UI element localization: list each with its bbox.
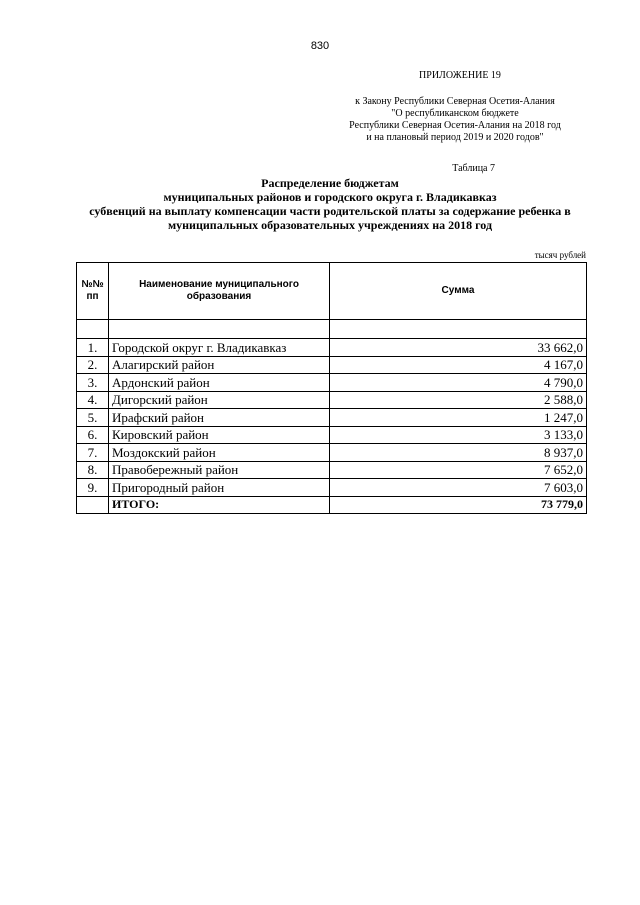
row-num: 7. — [77, 444, 109, 462]
row-name: Городской округ г. Владикавказ — [109, 339, 330, 357]
header-sum: Сумма — [330, 263, 587, 320]
document-title — [70, 176, 590, 232]
row-name: Ирафский район — [109, 409, 330, 427]
row-num: 3. — [77, 374, 109, 392]
table-row — [77, 356, 587, 374]
title-line: Распределение бюджетам — [261, 176, 399, 190]
header-num: №№ пп — [77, 263, 109, 320]
table-row — [77, 374, 587, 392]
title-line: муниципальных образовательных учреждениях на 2018 год — [167, 218, 493, 232]
row-sum: 4 167,0 — [330, 356, 587, 374]
row-sum: 2 588,0 — [330, 391, 587, 409]
spacer-cell — [330, 320, 587, 339]
total-label: ИТОГО: — [109, 496, 330, 513]
law-reference-line: к Закону Республики Северная Осетия-Алания — [355, 96, 555, 107]
title-line: муниципальных районов и городского округа г. Владикавказ — [163, 190, 497, 204]
row-num: 5. — [77, 409, 109, 427]
row-num: 8. — [77, 461, 109, 479]
table-row — [77, 444, 587, 462]
page-number: 830 — [310, 40, 330, 52]
row-sum: 8 937,0 — [330, 444, 587, 462]
table-total-row — [77, 496, 587, 513]
table-row — [77, 479, 587, 497]
row-sum: 7 652,0 — [330, 461, 587, 479]
row-sum: 3 133,0 — [330, 426, 587, 444]
row-sum: 33 662,0 — [330, 339, 587, 357]
spacer-cell — [77, 320, 109, 339]
row-sum: 7 603,0 — [330, 479, 587, 497]
row-sum: 4 790,0 — [330, 374, 587, 392]
row-name: Пригородный район — [109, 479, 330, 497]
table-row — [77, 339, 587, 357]
row-num: 2. — [77, 356, 109, 374]
table-number: Таблица 7 — [452, 163, 495, 174]
distribution-table — [76, 262, 587, 514]
header-name: Наименование муниципального образования — [109, 263, 330, 320]
row-name: Ардонский район — [109, 374, 330, 392]
units-label: тысяч рублей — [534, 250, 586, 260]
law-reference-line: Республики Северная Осетия-Алания на 2018 год — [349, 120, 561, 131]
appendix-title: ПРИЛОЖЕНИЕ 19 — [419, 70, 501, 81]
table-row — [77, 426, 587, 444]
table-header-row — [77, 263, 587, 320]
table-row — [77, 409, 587, 427]
row-name: Правобережный район — [109, 461, 330, 479]
table-row — [77, 461, 587, 479]
row-name: Кировский район — [109, 426, 330, 444]
row-name: Алагирский район — [109, 356, 330, 374]
law-reference-line: "О республиканском бюджете — [391, 108, 519, 119]
table-spacer-row — [77, 320, 587, 339]
title-line: субвенций на выплату компенсации части родительской платы за содержание ребенка в — [89, 204, 571, 218]
table-row — [77, 391, 587, 409]
row-num: 4. — [77, 391, 109, 409]
row-name: Дигорский район — [109, 391, 330, 409]
row-sum: 1 247,0 — [330, 409, 587, 427]
total-sum: 73 779,0 — [330, 496, 587, 513]
row-num: 9. — [77, 479, 109, 497]
row-num: 6. — [77, 426, 109, 444]
law-reference — [330, 96, 580, 144]
row-name: Моздокский район — [109, 444, 330, 462]
spacer-cell — [109, 320, 330, 339]
total-num — [77, 496, 109, 513]
row-num: 1. — [77, 339, 109, 357]
law-reference-line: и на плановый период 2019 и 2020 годов" — [366, 132, 544, 143]
